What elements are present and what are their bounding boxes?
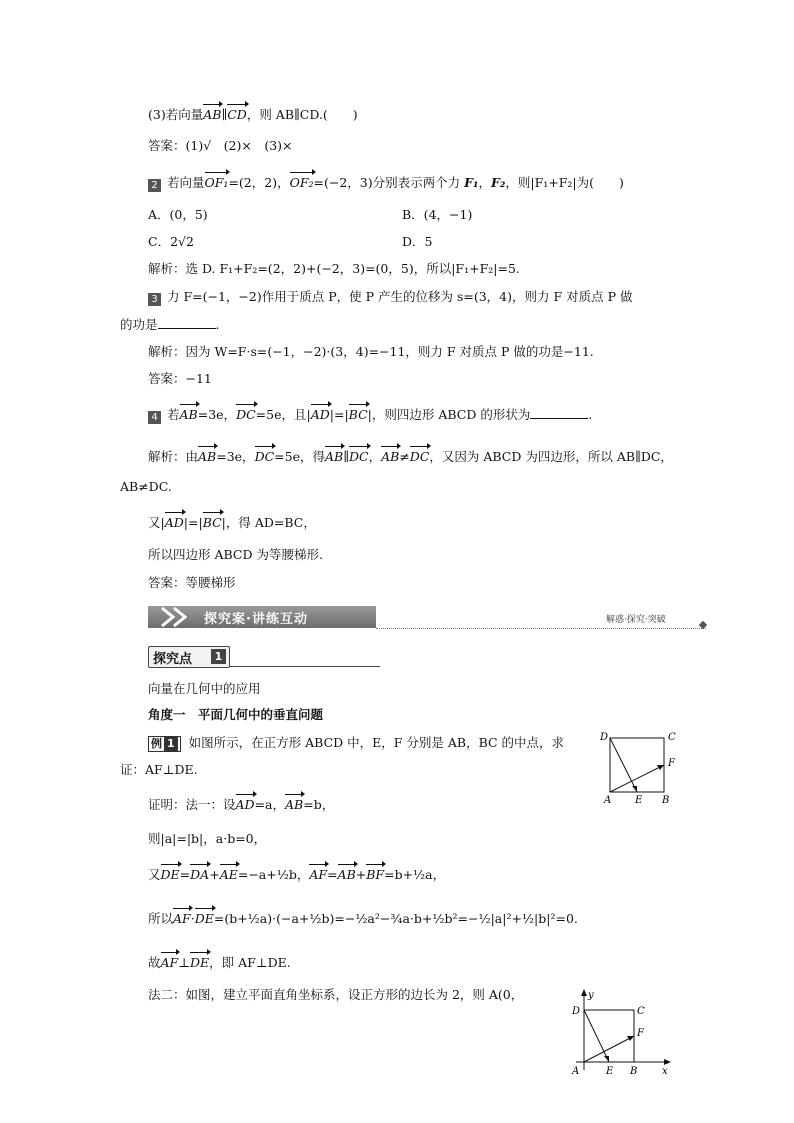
banner-divider (376, 628, 706, 629)
question-3-line: (3)若向量AB∥CD，则 AB∥CD.( ) (148, 104, 358, 124)
label-e: E (635, 795, 643, 806)
option-d: D．5 (402, 234, 433, 249)
label-e: E (606, 1066, 614, 1077)
segment-de (584, 1010, 609, 1062)
label-a: A (604, 795, 612, 806)
proof-method-1: 证明：法一：设AD=a，AB=b， (148, 794, 334, 814)
example-1-stem: 例 1 如图所示，在正方形 ABCD 中，E，F 分别是 AB，BC 的中点，求 (148, 734, 564, 752)
problem-2-stem: 2 若向量OF₁=(2，2)，OF₂=(−2，3)分别表示两个力 F₁，F₂，则|F₁+F₂|为( ) (148, 172, 624, 192)
banner-subtitle: 解惑·探究·突破 (606, 615, 666, 625)
square-outline (610, 738, 664, 792)
banner-title: 探究案·讲练互动 (204, 612, 308, 627)
problem-2-solution: 解析：选 D. F₁+F₂=(2，2)+(−2，3)=(0，5)，所以|F₁+F₂|=5. (148, 261, 520, 276)
example-1-stem-cont: 证：AF⊥DE. (120, 762, 198, 777)
problem-4-answer: 答案：等腰梯形 (148, 575, 236, 590)
section-heading (148, 646, 378, 668)
arrow-head-icon (604, 1056, 609, 1062)
problem-4-solution: 解析：由AB=3e，DC=5e，得AB∥DC，AB≠DC，又因为 ABCD 为四边形，所以 AB∥DC， (148, 446, 673, 466)
coordinate-figure-2 (566, 986, 676, 1078)
label-f: F (637, 1028, 644, 1039)
label-c: C (637, 1006, 645, 1017)
angle-heading: 角度一 平面几何中的垂直问题 (148, 707, 324, 722)
problem-4-solution-cont: AB≠DC. (120, 479, 172, 494)
label-d: D (600, 732, 609, 743)
banner-bar (148, 606, 376, 628)
answer-blank (158, 318, 216, 329)
double-chevron-icon (158, 606, 198, 628)
label-b: B (630, 1066, 638, 1077)
label-d: D (572, 1006, 581, 1017)
arrow-head-icon (632, 786, 637, 792)
section-banner (148, 604, 708, 632)
arrow-head-icon (627, 1036, 634, 1041)
label-b: B (662, 795, 670, 806)
section-underline (230, 666, 380, 667)
section-title-box (148, 646, 230, 668)
proof-step-3: 又DE=DA+AE=−a+½b，AF=AB+BF=b+½a， (148, 864, 445, 884)
problem-3-number: 3 (148, 293, 161, 306)
answer-1: 答案：(1)√ (2)× (3)× (148, 138, 293, 153)
label-a: A (572, 1066, 580, 1077)
label-x: x (662, 1066, 668, 1077)
y-axis-arrow-icon (581, 989, 587, 996)
label-c: C (668, 732, 676, 743)
option-b: B．(4，−1) (402, 207, 473, 222)
square-figure-1 (596, 728, 686, 806)
topic-title: 向量在几何中的应用 (148, 681, 261, 696)
problem-3-stem: 3 力 F=(−1，−2)作用于质点 P，使 P 产生的位移为 s=(3，4)，则力 F 对质点 P 做 (148, 288, 632, 306)
proof-method-2: 法二：如图，建立平面直角坐标系，设正方形的边长为 2，则 A(0， (148, 987, 524, 1002)
option-c: C．2√2 (148, 234, 194, 249)
segment-de (610, 738, 637, 792)
proof-step-2: 则|a|=|b|，a·b=0， (148, 831, 267, 846)
option-a: A．(0，5) (148, 207, 208, 222)
label-f: F (668, 758, 675, 769)
problem-2-number: 2 (148, 179, 161, 192)
problem-4-solution-line3: 又|AD|=|BC|，得 AD=BC， (148, 512, 316, 532)
example-tag: 例 1 (148, 736, 181, 752)
proof-step-4: 所以AF·DE=(b+½a)·(−a+½b)=−½a²−¾a·b+½b²=−½|a|²+½|b|²=0. (148, 908, 578, 928)
section-title: 探究点 (153, 652, 193, 667)
problem-4-conclusion: 所以四边形 ABCD 为等腰梯形. (148, 547, 323, 562)
problem-3-answer: 答案：−11 (148, 371, 212, 386)
problem-4-number: 4 (148, 411, 161, 424)
answer-blank (530, 408, 588, 419)
x-axis-arrow-icon (664, 1059, 671, 1065)
proof-conclusion: 故AF⊥DE，即 AF⊥DE. (148, 952, 291, 972)
section-number: 1 (211, 649, 226, 664)
problem-3-solution: 解析：因为 W=F·s=(−1，−2)·(3，4)=−11，则力 F 对质点 P 做的功是−11. (148, 344, 594, 359)
problem-3-stem-cont: 的功是 . (120, 317, 220, 332)
problem-4-stem: 4 若AB=3e，DC=5e，且|AD|=|BC|，则四边形 ABCD 的形状为 . (148, 404, 592, 424)
square-outline (584, 1010, 634, 1062)
label-y: y (588, 990, 594, 1001)
